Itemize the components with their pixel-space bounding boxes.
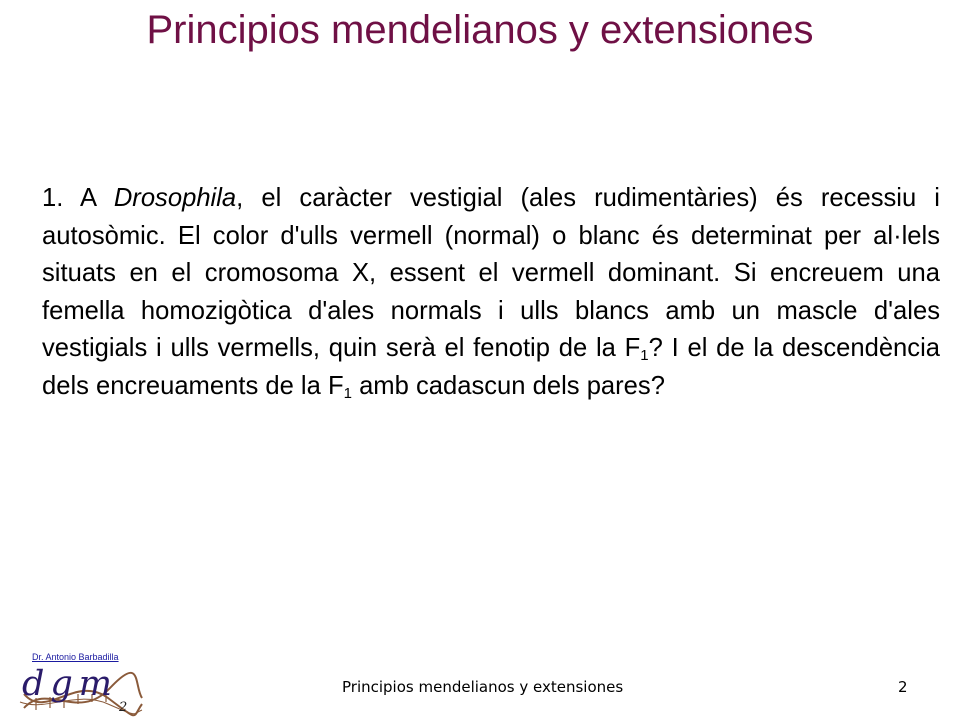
page-number: 2 — [898, 678, 908, 696]
organism-name: Drosophila — [113, 184, 237, 212]
problem-text-part-4: amb cadascun dels pares? — [351, 371, 665, 400]
footer-title: Principios mendelianos y extensiones — [342, 678, 624, 696]
problem-text-part-3: ? I el de la descendència dels encreuaments de la F — [42, 334, 941, 400]
f1-subscript-second: 1 — [343, 384, 352, 402]
slide-title: Principios mendelianos y extensiones — [146, 8, 814, 52]
author-link[interactable]: Dr. Antonio Barbadilla — [32, 652, 119, 662]
logo-number: 2 — [119, 700, 128, 715]
problem-number: 1. — [42, 184, 64, 212]
dgm-logo-text: dgm — [22, 664, 118, 704]
problem-text-part-1: A — [63, 184, 114, 212]
problem-statement — [42, 180, 940, 405]
problem-text-part-2: , el caràcter vestigial (ales rudimentàries) és recessiu i autosòmic. El color d'ulls vermell (normal) o blanc és determinat per al·lels situats en el cromosoma X, essent el vermell dominant. Si encreuem una femella homozigòtica d'ales normals i ulls blancs amb un mascle d'ales vestigials i ulls vermells, quin serà el fenotip de la F — [42, 184, 940, 362]
f1-subscript: 1 — [640, 347, 649, 364]
